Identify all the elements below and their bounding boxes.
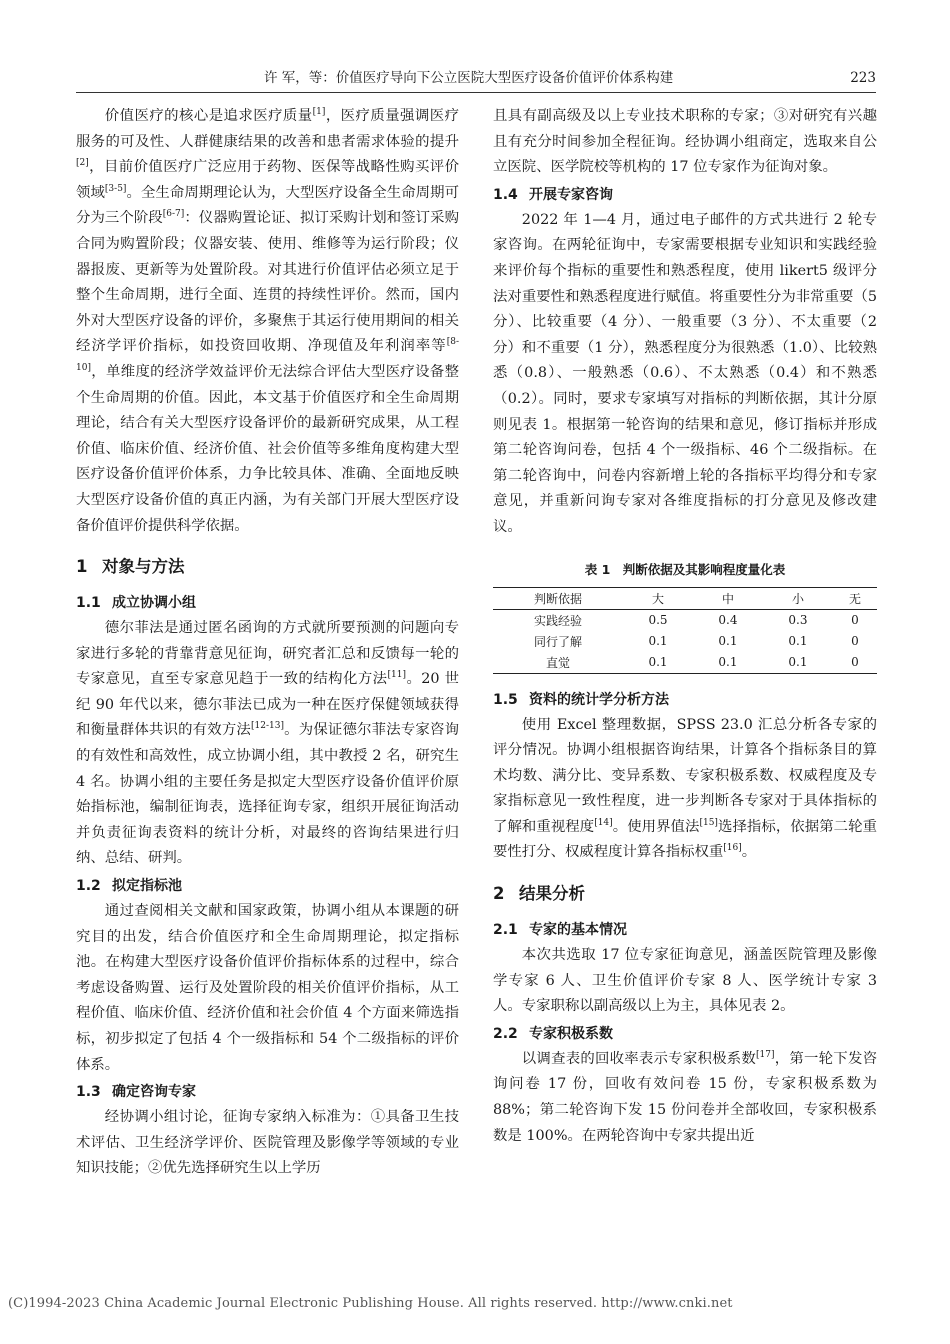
citation[interactable]: [14]	[594, 818, 613, 829]
table-row	[493, 652, 877, 674]
page-number: 223	[850, 70, 876, 86]
paragraph-2-1: 本次共选取 17 位专家征询意见，涵盖医院管理及影像学专家 6 人、卫生价值评价专家 8 人、医学统计专家 3 人。专家职称以副高级以上为主，具体见表 2。	[493, 947, 877, 1015]
left-column	[76, 104, 459, 1182]
table-cell: 0.4	[718, 613, 738, 627]
subsection-heading-1-5: 1.5 资料的统计学分析方法	[493, 691, 669, 708]
table-cell: 0.5	[648, 613, 668, 627]
paragraph-1-5: 使用 Excel 整理数据，SPSS 23.0 汇总分析各专家的评分情况。协调小组根据咨询结果，计算各个指标条目的算术均数、满分比、变异系数、专家积极系数、权威程度及专家指标意见一致性程度，进一步判断各专家对于具体指标的了解和重视程度[14]。使用界值法[15]选择指标，依据第二轮重要性打分、权威程度计算各指标权重[16]。	[493, 716, 877, 861]
paragraph-1-3-continued: 且具有副高级及以上专业技术职称的专家；③对研究有兴趣且有充分时间参加全程征询。经协调小组商定，选取来自公立医院、医学院校等机构的 17 位专家作为征询对象。	[493, 108, 877, 176]
table-cell: 0.1	[648, 655, 668, 669]
subsection-heading-1-1: 1.1 成立协调小组	[76, 595, 196, 612]
citation[interactable]: [8-10]	[76, 337, 459, 374]
table-1	[493, 587, 877, 674]
subsection-heading-2-2: 2.2 专家积极系数	[493, 1025, 613, 1042]
table-cell: 直觉	[545, 655, 570, 670]
citation[interactable]: [12-13]	[251, 721, 284, 732]
table-header-cell: 大	[651, 591, 664, 606]
citation[interactable]: [1]	[312, 107, 326, 118]
paragraph-2-2: 以调查表的回收率表示专家积极系数[17]，第一轮下发咨询问卷 17 份，回收有效问卷 15 份，专家积极系数为 88%；第二轮咨询下发 15 份问卷并全部收回，专家积极系数是 100%。在两轮咨询中专家共提出近	[493, 1050, 877, 1144]
running-header	[76, 64, 876, 93]
citation[interactable]: [16]	[723, 843, 742, 854]
subsection-heading-1-3: 1.3 确定咨询专家	[76, 1084, 196, 1101]
citation[interactable]: [2]	[76, 158, 89, 169]
table-cell: 0.1	[648, 634, 668, 648]
table-cell: 0.1	[788, 634, 808, 648]
table-header-row	[493, 587, 877, 609]
subsection-heading-2-1: 2.1 专家的基本情况	[493, 922, 627, 939]
table-cell: 0	[851, 655, 859, 669]
citation[interactable]: [11]	[387, 670, 406, 681]
paragraph-1-3: 经协调小组讨论，征询专家纳入标准为：①具备卫生技术评估、卫生经济学评价、医院管理及影像学等领域的专业知识技能；②优先选择研究生以上学历	[76, 1109, 459, 1177]
table-cell: 实践经验	[533, 613, 582, 628]
table-row	[493, 609, 877, 631]
table-cell: 0.1	[718, 634, 738, 648]
table-header-cell: 无	[848, 591, 861, 606]
table-cell: 0	[851, 634, 859, 648]
table-header-cell: 判断依据	[533, 591, 582, 606]
table-cell: 同行了解	[533, 634, 582, 649]
table-cell: 0	[851, 613, 859, 627]
citation[interactable]: [3-5]	[104, 183, 127, 194]
intro-paragraph: 价值医疗的核心是追求医疗质量[1]，医疗质量强调医疗服务的可及性、人群健康结果的改善和患者需求体验的提升[2]，目前价值医疗广泛应用于药物、医保等战略性购买评价领域[3-5]。全生命周期理论认为，大型医疗设备全生命周期可分为三个阶段[6-7]：仪器购置论证、拟订采购计划和签订采购合同为购置阶段；仪器安装、使用、维修等为运行阶段；仪器报废、更新等为处置阶段。对其进行价值评估必须立足于整个生命周期，进行全面、连贯的持续性评价。然而，国内外对大型医疗设备的评价，多聚焦于其运行使用期间的相关经济学评价指标，如投资回收期、净现值及年利润率等[8-10]，单维度的经济学效益评价无法综合评估大型医疗设备整个生命周期的价值。因此，本文基于价值医疗和全生命周期理论，结合有关大型医疗设备评价的最新研究成果，从工程价值、临床价值、经济价值、社会价值等多维角度构建大型医疗设备价值评价体系，力争比较具体、准确、全面地反映大型医疗设备价值的真正内涵，为有关部门开展大型医疗设备价值评价提供科学依据。	[76, 107, 459, 534]
table-cell: 0.1	[718, 655, 738, 669]
subsection-heading-1-4: 1.4 开展专家咨询	[493, 186, 613, 203]
paragraph-1-2: 通过查阅相关文献和国家政策，协调小组从本课题的研究目的出发，结合价值医疗和全生命周期理论，拟定指标池。在构建大型医疗设备价值评价指标体系的过程中，综合考虑设备购置、运行及处置阶段的相关价值评价指标，从工程价值、临床价值、经济价值和社会价值 4 个方面来筛选指标，初步拟定了包括 4 个一级指标和 54 个二级指标的评价体系。	[76, 903, 459, 1073]
table-header-cell: 小	[791, 591, 804, 606]
citation[interactable]: [17]	[756, 1050, 775, 1061]
table-cell: 0.3	[788, 613, 808, 627]
table-row	[493, 631, 877, 652]
citation[interactable]: [6-7]	[162, 209, 185, 220]
running-title: 许 军，等：价值医疗导向下公立医院大型医疗设备价值评价体系构建	[264, 70, 674, 86]
right-column	[493, 104, 877, 1149]
paragraph-1-4: 2022 年 1—4 月，通过电子邮件的方式共进行 2 轮专家咨询。在两轮征询中，专家需要根据专业知识和实践经验来评价每个指标的重要性和熟悉程度，使用 likert5 级评分法对重要性和熟悉程度进行赋值。将重要性分为非常重要（5 分）、比较重要（4 分）、一般重要（3 分）、不太重要（2 分）和不重要（1 分），熟悉程度分为很熟悉（1.0）、比较熟悉（0.8）、一般熟悉（0.6）、不太熟悉（0.4）和不熟悉（0.2）。同时，要求专家填写对指标的判断依据，其计分原则见表 1。根据第一轮咨询的结果和意见，修订指标并形成第二轮咨询问卷，包括 4 个一级指标、46 个二级指标。在第二轮咨询中，问卷内容新增上轮的各指标平均得分和专家意见，并重新问询专家对各维度指标的打分意见及修改建议。	[493, 211, 877, 535]
subsection-heading-1-2: 1.2 拟定指标池	[76, 878, 182, 895]
paragraph-1-1: 德尔菲法是通过匿名函询的方式就所要预测的问题向专家进行多轮的背靠背意见征询，研究者汇总和反馈每一轮的专家意见，直至专家意见趋于一致的结构化方法[11]。20 世纪 90 年代以来，德尔菲法已成为一种在医疗保健领域获得和衡量群体共识的有效方法[12-13]。为保证德尔菲法专家咨询的有效性和高效性，成立协调小组，其中教授 2 名，研究生 4 名。协调小组的主要任务是拟定大型医疗设备价值评价原始指标池，编制征询表，选择征询专家，组织开展征询活动并负责征询表资料的统计分析，对最终的咨询结果进行归纳、总结、研判。	[76, 620, 459, 867]
table-cell: 0.1	[788, 655, 808, 669]
section-heading-1: 1 对象与方法	[76, 557, 185, 577]
table-header-cell: 中	[721, 591, 734, 606]
section-heading-2: 2 结果分析	[493, 884, 585, 904]
copyright-footer: (C)1994-2023 China Academic Journal Electronic Publishing House. All rights reserved. http://www.cnki.net	[8, 1296, 733, 1311]
table-caption: 表 1 判断依据及其影响程度量化表	[584, 561, 786, 577]
citation[interactable]: [15]	[699, 818, 718, 829]
